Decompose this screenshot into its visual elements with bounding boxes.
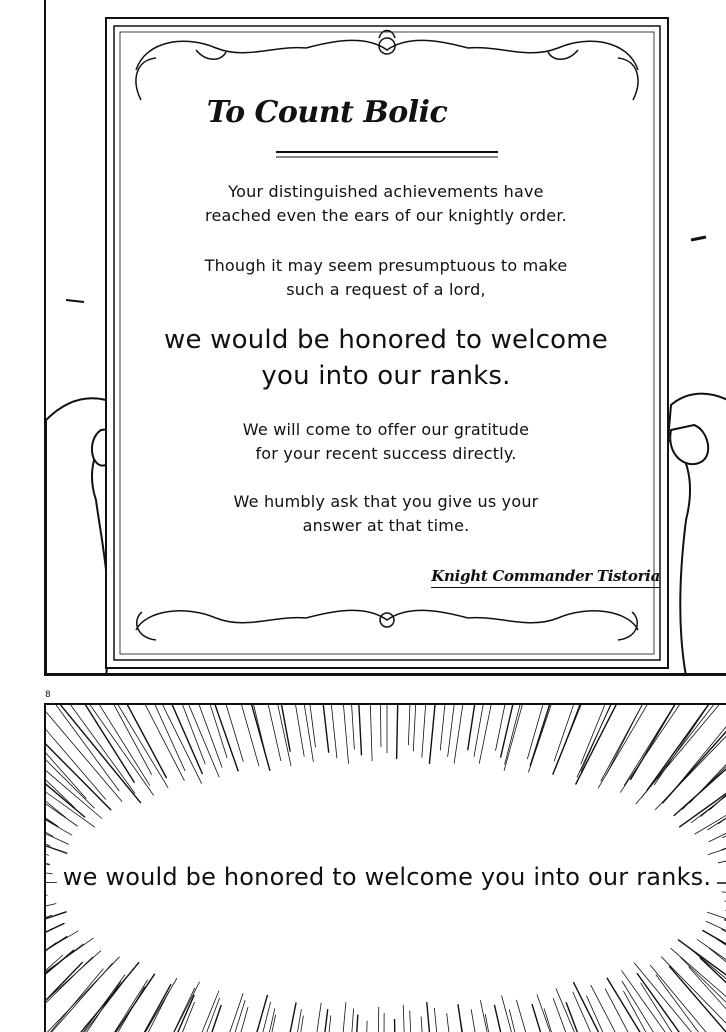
speed-line	[46, 938, 94, 1032]
letter-paragraph-1	[46, 180, 726, 228]
speed-line	[46, 705, 122, 802]
bottom-panel	[44, 703, 726, 1032]
speed-line	[708, 705, 726, 855]
speed-line	[46, 705, 184, 781]
speed-line	[372, 705, 381, 747]
speed-line	[700, 958, 726, 1032]
speed-line	[429, 705, 502, 764]
speed-line	[46, 705, 154, 795]
speed-line	[275, 1002, 346, 1032]
letter-paragraph-2	[46, 254, 726, 302]
speed-line	[147, 1003, 296, 1032]
speed-line	[679, 705, 726, 827]
speed-line	[642, 705, 726, 798]
speed-line	[46, 705, 134, 783]
speed-line	[193, 705, 314, 762]
letter-line: reached even the ears of our knightly order.	[205, 206, 567, 225]
speed-line	[621, 970, 726, 1032]
speed-line	[634, 963, 726, 1032]
speed-line	[598, 705, 726, 788]
letter-paragraph-4	[46, 418, 726, 466]
speed-line	[46, 942, 57, 1032]
speed-line	[440, 705, 517, 750]
letter-paragraph-5	[46, 490, 726, 538]
speed-line	[504, 705, 706, 771]
speed-line	[636, 705, 726, 804]
letter-line: we would be honored to welcome	[164, 325, 608, 355]
letter-line: Though it may seem presumptuous to make	[204, 256, 568, 275]
letter-signature: Knight Commander Tistoria	[431, 567, 660, 588]
speed-line	[468, 705, 582, 750]
speed-line	[46, 705, 67, 853]
speed-line	[46, 705, 185, 771]
speed-line	[46, 705, 243, 762]
speed-line	[434, 1008, 510, 1032]
speed-line	[501, 705, 669, 758]
speed-line	[46, 705, 152, 775]
speed-line	[179, 705, 305, 757]
speed-line	[46, 929, 52, 1032]
speed-line	[315, 1015, 358, 1032]
speed-line	[109, 1009, 275, 1032]
bottom-caption: we would be honored to welcome you into our ranks.	[62, 863, 712, 891]
speed-line	[235, 1009, 327, 1032]
speed-line	[403, 1005, 430, 1032]
letter-line: We humbly ask that you give us your	[233, 492, 539, 511]
letter-line: such a request of a lord,	[286, 280, 486, 299]
speed-line	[46, 705, 119, 791]
speed-line	[573, 982, 726, 1032]
speed-line	[68, 705, 270, 771]
speed-line	[211, 1003, 322, 1032]
speed-line	[554, 705, 726, 761]
letter-paragraph-emphasis	[46, 322, 726, 394]
speed-line	[46, 705, 72, 835]
speed-line	[680, 957, 726, 1032]
speed-line	[709, 705, 726, 810]
speed-line	[307, 705, 354, 750]
letter-line: Your distinguished achievements have	[228, 182, 544, 201]
speed-line	[282, 705, 348, 764]
speed-line	[46, 978, 177, 1032]
speed-line	[671, 948, 726, 1032]
speed-line	[721, 705, 726, 850]
speed-line	[46, 705, 238, 771]
letter-line: We will come to offer our gratitude	[242, 420, 530, 439]
speed-line	[709, 948, 726, 1032]
speed-line	[678, 940, 726, 1032]
speed-line	[553, 998, 726, 1032]
letter-title: To Count Bolic	[206, 95, 448, 130]
top-panel	[44, 0, 726, 676]
speed-line	[46, 969, 103, 1032]
speed-line	[718, 705, 726, 824]
speed-line	[662, 705, 726, 803]
speed-line	[46, 705, 53, 836]
speed-line	[380, 1013, 384, 1032]
letter-line: answer at that time.	[302, 516, 470, 535]
speed-line	[46, 705, 78, 826]
speed-line	[630, 705, 726, 780]
speed-line	[46, 991, 169, 1032]
speed-line	[46, 987, 145, 1032]
speed-line	[46, 705, 85, 817]
letter-line: for your recent success directly.	[255, 444, 517, 463]
speed-line	[46, 705, 75, 808]
speed-line	[116, 705, 281, 761]
page-number: 8	[45, 690, 51, 700]
speed-line	[485, 1014, 623, 1032]
speed-line	[46, 705, 50, 846]
speed-line	[641, 983, 726, 1032]
speed-line	[46, 957, 120, 1032]
speed-line	[650, 965, 726, 1032]
speed-line	[474, 705, 606, 757]
speed-line	[532, 1004, 726, 1032]
speed-line	[46, 705, 106, 800]
letter-line: you into our ranks.	[261, 361, 511, 391]
speed-line	[690, 705, 726, 803]
